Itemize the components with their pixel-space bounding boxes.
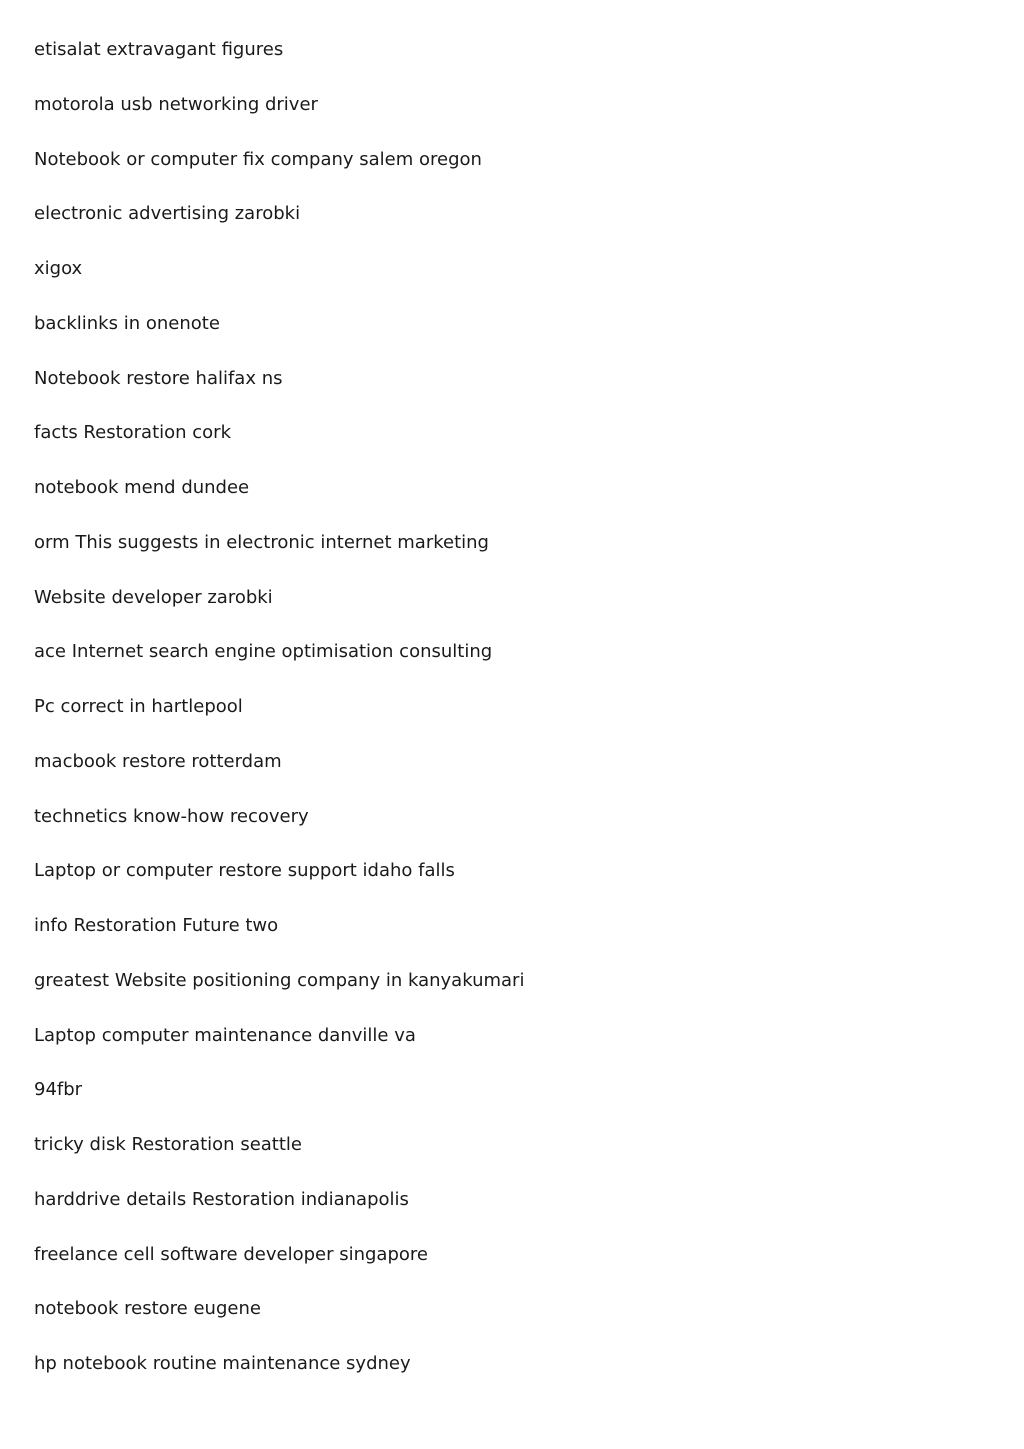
list-item: xigox	[34, 258, 83, 279]
list-item: Notebook restore halifax ns	[34, 367, 283, 389]
list-item: Notebook or computer fix company salem oregon	[34, 148, 482, 170]
list-item: notebook mend dundee	[34, 477, 250, 498]
list-item: tricky disk Restoration seattle	[34, 1134, 302, 1155]
list-item: notebook restore eugene	[34, 1298, 261, 1320]
list-item: harddrive details Restoration indianapolis	[34, 1188, 409, 1210]
list-item: etisalat extravagant figures	[34, 39, 284, 60]
list-item: electronic advertising zarobki	[34, 203, 301, 225]
list-item: ace Internet search engine optimisation consulting	[34, 641, 493, 663]
list-item: technetics know-how recovery	[34, 805, 309, 827]
list-item: Pc correct in hartlepool	[34, 696, 243, 717]
list-item: orm This suggests in electronic internet marketing	[34, 531, 489, 553]
list-item: info Restoration Future two	[34, 915, 279, 936]
list-item: macbook restore rotterdam	[34, 750, 282, 772]
list-item: motorola usb networking driver	[34, 93, 318, 115]
text-list	[34, 37, 994, 1377]
list-item: facts Restoration cork	[34, 422, 232, 444]
list-item: Website developer zarobki	[34, 586, 273, 608]
list-item: Laptop or computer restore support idaho falls	[34, 860, 455, 882]
list-item: backlinks in onenote	[34, 312, 220, 334]
document-page	[34, 37, 994, 1406]
list-item: hp notebook routine maintenance sydney	[34, 1353, 411, 1374]
list-item: Laptop computer maintenance danville va	[34, 1024, 416, 1046]
list-item: 94fbr	[34, 1079, 83, 1101]
list-item: greatest Website positioning company in kanyakumari	[34, 969, 525, 991]
list-item: freelance cell software developer singapore	[34, 1243, 428, 1265]
